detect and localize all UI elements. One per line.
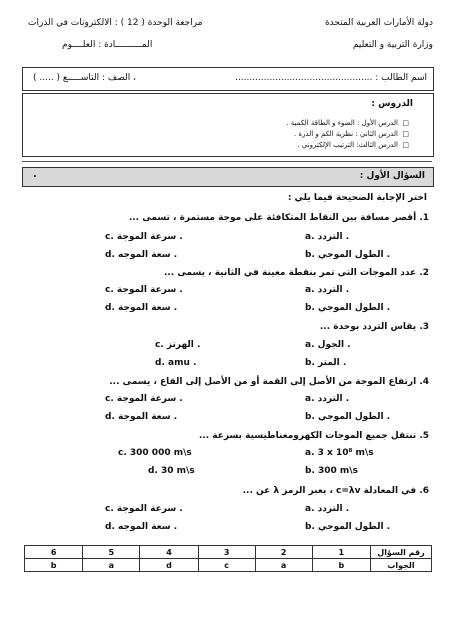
table-cell: 4 xyxy=(140,546,198,559)
q1-option-d[interactable]: d. سعة الموجه . xyxy=(105,250,178,260)
q5-option-b[interactable]: b. 300 m\s xyxy=(305,466,358,476)
q5-option-a[interactable]: a. 3 x 10⁸ m\s xyxy=(305,448,374,458)
question-2: 2. عدد الموجات التي تمر بنقطة معينة في الثانية ، يسمى ... xyxy=(163,268,429,278)
q3-option-a[interactable]: a. الجول . xyxy=(305,340,351,350)
header-country: دولة الأمارات العربية المتحدة xyxy=(324,18,433,28)
divider xyxy=(22,161,432,162)
question-3: 3. يقاس التردد بوحدة ... xyxy=(319,322,429,332)
header-subject: المــــــــــادة : العلــــوم xyxy=(62,40,153,50)
lesson-item-1: □ الدرس الأول : الضوء و الطاقة الكمية . xyxy=(286,119,409,127)
table-cell: 1 xyxy=(312,546,370,559)
question-4: 4. ارتفاع الموجة من الأصل إلى القمة أو من الأصل إلى القاع ، يسمى ... xyxy=(109,377,429,387)
instruction: اختر الإجابة الصحيحة فيما يلي : xyxy=(287,193,427,203)
answer-table-numbers-row xyxy=(25,546,432,559)
table-cell: 3 xyxy=(198,546,255,559)
q1-option-c[interactable]: c. سرعة الموجة . xyxy=(105,232,183,242)
table-cell: c xyxy=(198,559,255,572)
question-5: 5. تنتقل جميع الموجات الكهرومغناطيسية بسرعة ... xyxy=(198,431,429,441)
q6-option-d[interactable]: d. سعة الموجه . xyxy=(105,522,178,532)
q6-option-a[interactable]: a. التردد . xyxy=(305,504,350,514)
q1-option-b[interactable]: b. الطول الموجي . xyxy=(305,250,391,260)
student-info-box xyxy=(22,67,434,91)
header-unit-review: مراجعة الوحدة ( 12 ) : الالكترونات في الذرات xyxy=(28,18,203,28)
q4-option-d[interactable]: d. سعة الموجة . xyxy=(105,412,178,422)
lessons-title: الدروس : xyxy=(371,99,413,109)
q4-option-a[interactable]: a. التردد . xyxy=(305,394,350,404)
student-name-label: اسم الطالب : ................................................ xyxy=(235,73,427,83)
lessons-box xyxy=(22,93,434,157)
section-dot: . xyxy=(33,169,37,180)
section-title: السؤال الأول : xyxy=(359,171,425,181)
lesson-item-2: □ الدرس الثاني : نظرية الكم و الذرة . xyxy=(293,130,409,138)
table-row-label: الجواب xyxy=(371,559,432,572)
student-grade-label: ، الصف : التاســـــع ( ..... ) xyxy=(33,73,137,83)
q1-option-a[interactable]: a. التردد . xyxy=(305,232,350,242)
lesson-item-3: □ الدرس الثالث: الترتيب الإلكتروني . xyxy=(297,141,409,149)
header-ministry: وزارة التربية و التعليم xyxy=(352,40,433,50)
q5-option-c[interactable]: c. 300 000 m\s xyxy=(118,448,192,458)
question-6: 6. في المعادلة c=λv ، يعبر الرمز λ عن ... xyxy=(242,486,429,496)
q6-option-c[interactable]: c. سرعة الموجة . xyxy=(105,504,183,514)
q3-option-d[interactable]: d. amu . xyxy=(155,358,197,368)
table-row-label: رقم السؤال xyxy=(371,546,432,559)
table-cell: d xyxy=(140,559,198,572)
table-cell: b xyxy=(312,559,370,572)
q2-option-c[interactable]: c. سرعة الموجة . xyxy=(105,285,183,295)
q3-option-b[interactable]: b. المتر . xyxy=(305,358,347,368)
q4-option-b[interactable]: b. الطول الموجي . xyxy=(305,412,391,422)
q2-option-a[interactable]: a. التردد . xyxy=(305,285,350,295)
table-cell: a xyxy=(83,559,140,572)
section-title-box xyxy=(22,167,434,187)
q6-option-b[interactable]: b. الطول الموجي . xyxy=(305,522,391,532)
q5-option-d[interactable]: d. 30 m\s xyxy=(148,466,195,476)
table-cell: 6 xyxy=(25,546,83,559)
answer-table xyxy=(24,545,432,572)
answer-table-answers-row xyxy=(25,559,432,572)
question-1: 1. أقصر مسافة بين النقاط المتكافئة على موجة مستمرة ، تسمى ... xyxy=(128,213,429,223)
q4-option-c[interactable]: c. سرعة الموجة . xyxy=(105,394,183,404)
table-cell: b xyxy=(25,559,83,572)
table-cell: a xyxy=(255,559,312,572)
table-cell: 2 xyxy=(255,546,312,559)
q2-option-d[interactable]: d. سعة الموجة . xyxy=(105,303,178,313)
table-cell: 5 xyxy=(83,546,140,559)
q3-option-c[interactable]: c. الهرتز . xyxy=(155,340,201,350)
q2-option-b[interactable]: b. الطول الموجي . xyxy=(305,303,391,313)
